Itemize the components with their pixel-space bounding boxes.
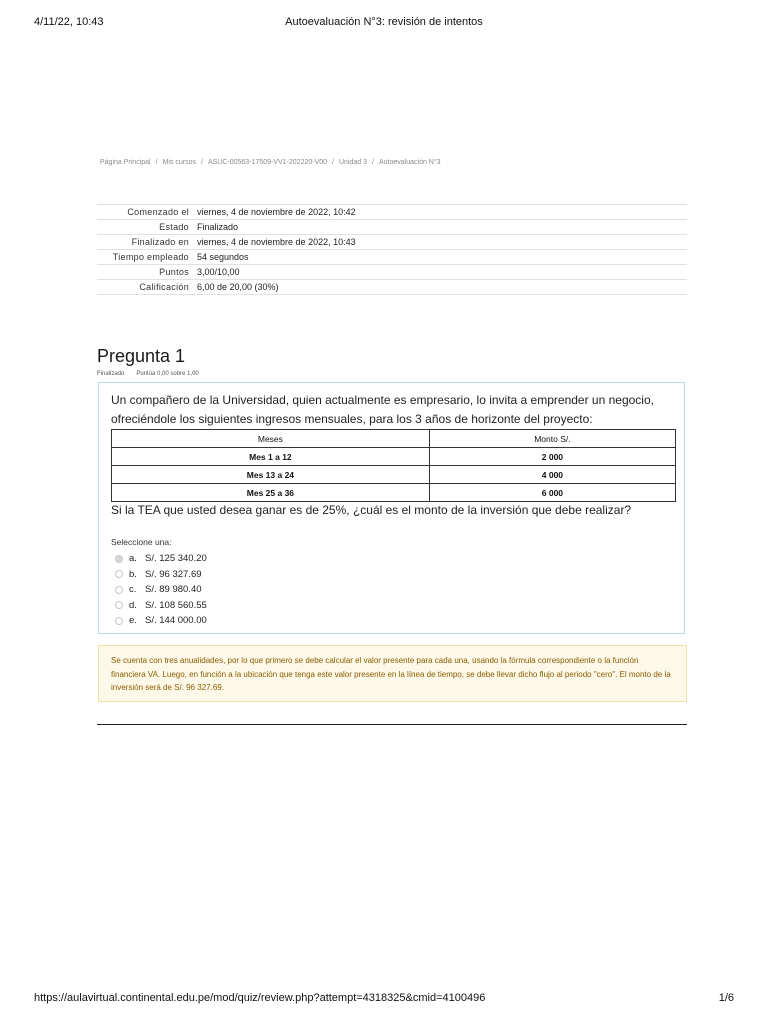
option-letter: a.: [129, 553, 137, 565]
table-cell-amount: 4 000: [429, 466, 675, 484]
option-text: S/. 89 980.40: [145, 584, 202, 596]
table-cell-months: Mes 25 a 36: [112, 484, 430, 502]
radio-button[interactable]: [115, 586, 123, 594]
table-cell-months: Mes 13 a 24: [112, 466, 430, 484]
table-row: [112, 448, 676, 466]
breadcrumb-quiz[interactable]: Autoevaluación N°3: [378, 159, 441, 166]
summary-value: 54 segundos: [193, 250, 687, 265]
option-letter: e.: [129, 615, 137, 627]
answer-option-e[interactable]: [115, 613, 207, 629]
breadcrumb-separator: /: [155, 159, 158, 166]
income-table: [111, 429, 676, 502]
question-ask: Si la TEA que usted desea ganar es de 25%, ¿cuál es el monto de la inversión que debe realizar?: [111, 503, 632, 517]
answer-option-d[interactable]: [115, 598, 207, 614]
summary-value: 3,00/10,00: [193, 265, 687, 280]
question-status: Finalizado: [97, 371, 125, 377]
summary-label: Tiempo empleado: [97, 250, 193, 265]
feedback-box: Se cuenta con tres anualidades, por lo que primero se debe calcular el valor presente para cada una, usando la fórmula correspondiente o la función financiera VA. Luego, en función a la ubicación que tenga este valor presente en la línea de tiempo, se debe llevar dicho flujo al periodo "cero". El monto de la inversión será de S/. 96 327.69.: [98, 645, 687, 702]
radio-button[interactable]: [115, 570, 123, 578]
table-header-months: Meses: [112, 430, 430, 448]
table-row: [112, 466, 676, 484]
summary-label: Finalizado en: [97, 235, 193, 250]
summary-row-finished: [97, 235, 687, 250]
print-page-number: 1/6: [718, 992, 734, 1004]
answer-option-b[interactable]: [115, 567, 207, 583]
table-cell-amount: 6 000: [429, 484, 675, 502]
table-cell-amount: 2 000: [429, 448, 675, 466]
print-footer: [34, 992, 734, 1008]
section-divider: [97, 724, 687, 725]
table-row: [112, 484, 676, 502]
summary-value: viernes, 4 de noviembre de 2022, 10:43: [193, 235, 687, 250]
question-score: Puntúa 0,00 sobre 1,00: [136, 371, 199, 377]
option-text: S/. 125 340.20: [145, 553, 207, 565]
option-text: S/. 144 000.00: [145, 615, 207, 627]
summary-value: Finalizado: [193, 220, 687, 235]
answer-option-a[interactable]: [115, 551, 207, 567]
summary-value: viernes, 4 de noviembre de 2022, 10:42: [193, 205, 687, 220]
question-text: Un compañero de la Universidad, quien actualmente es empresario, lo invita a emprender un negocio, ofreciéndole los siguientes ingresos mensuales, para los 3 años de horizonte del proyecto:: [111, 393, 654, 426]
question-title: Pregunta 1: [97, 346, 186, 366]
print-date: 4/11/22, 10:43: [34, 16, 104, 28]
option-letter: b.: [129, 568, 137, 580]
question-info: [97, 371, 199, 377]
breadcrumb-home[interactable]: Página Principal: [100, 159, 151, 166]
answer-option-c[interactable]: [115, 582, 207, 598]
option-letter: d.: [129, 599, 137, 611]
question-content-box: [98, 382, 685, 634]
breadcrumb-course[interactable]: ASUC-00563-17509-VV1-202220-V00: [207, 159, 328, 166]
summary-row-points: [97, 265, 687, 280]
summary-label: Calificación: [97, 280, 193, 295]
radio-button[interactable]: [115, 617, 123, 625]
option-letter: c.: [129, 584, 137, 596]
summary-value: 6,00 de 20,00 (30%): [193, 280, 687, 295]
summary-row-state: [97, 220, 687, 235]
breadcrumb: [100, 159, 690, 166]
table-header-amount: Monto S/.: [429, 430, 675, 448]
radio-button-selected[interactable]: [115, 555, 123, 563]
breadcrumb-separator: /: [332, 159, 334, 166]
option-text: S/. 96 327.69: [145, 568, 202, 580]
option-text: S/. 108 560.55: [145, 599, 207, 611]
summary-label: Puntos: [97, 265, 193, 280]
table-cell-months: Mes 1 a 12: [112, 448, 430, 466]
print-url: https://aulavirtual.continental.edu.pe/mod/quiz/review.php?attempt=4318325&cmid=4100496: [34, 992, 486, 1004]
summary-label: Estado: [97, 220, 193, 235]
radio-button[interactable]: [115, 601, 123, 609]
attempt-summary-table: [97, 204, 687, 295]
summary-row-time: [97, 250, 687, 265]
summary-row-started: [97, 205, 687, 220]
answer-options: [115, 551, 207, 629]
print-header: [34, 16, 734, 32]
table-header-row: [112, 430, 676, 448]
breadcrumb-unit[interactable]: Unidad 3: [339, 159, 368, 166]
print-page-title: Autoevaluación N°3: revisión de intentos: [285, 16, 483, 28]
breadcrumb-separator: /: [201, 159, 203, 166]
summary-label: Comenzado el: [97, 205, 193, 220]
summary-row-grade: [97, 280, 687, 295]
breadcrumb-my-courses[interactable]: Mis cursos: [162, 159, 196, 166]
select-prompt: Seleccione una:: [111, 537, 172, 547]
breadcrumb-separator: /: [372, 159, 374, 166]
